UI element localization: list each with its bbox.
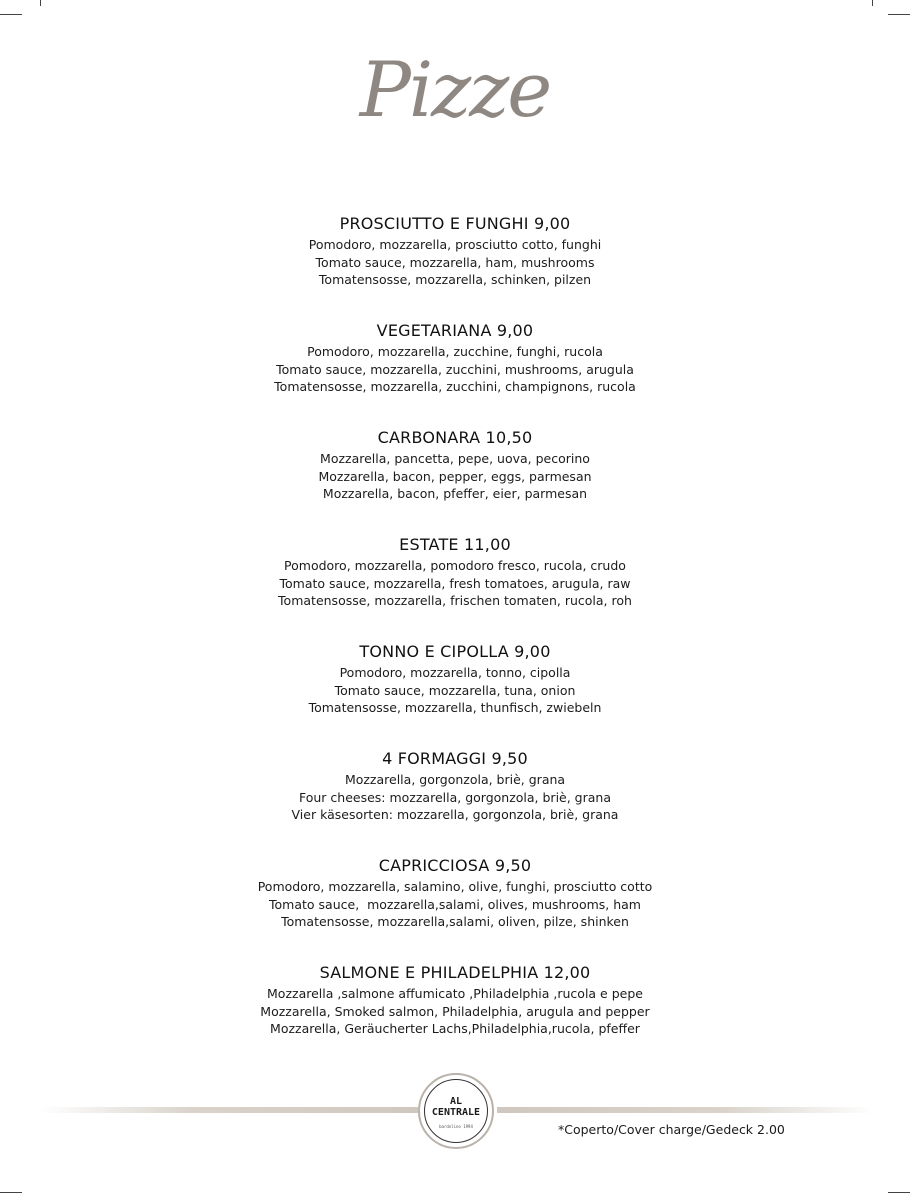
menu-item-description-de: Vier käsesorten: mozzarella, gorgonzola, briè, grana (291, 807, 619, 823)
menu-item-description-it: Pomodoro, mozzarella, prosciutto cotto, funghi (308, 237, 602, 252)
menu-item-title: CARBONARA 10,50 (377, 428, 533, 447)
menu-item-description-it: Pomodoro, mozzarella, salamino, olive, funghi, prosciutto cotto (257, 879, 653, 894)
menu-item (0, 854, 910, 961)
menu-item-description-it: Mozzarella ,salmone affumicato ,Philadelphia ,rucola e pepe (267, 986, 643, 1001)
crop-mark-top-right-vertical (872, 0, 873, 6)
menu-item-description-en: Tomato sauce, mozzarella, zucchini, mushrooms, arugula (276, 361, 634, 377)
menu-item-description-en: Mozzarella, Smoked salmon, Philadelphia, arugula and pepper (260, 1003, 650, 1019)
menu-item-title: TONNO E CIPOLLA 9,00 (359, 642, 551, 661)
logo-text-al: AL (449, 1096, 463, 1107)
menu-item-description-de: Tomatensosse, mozzarella,salami, oliven, pilze, shinken (281, 914, 629, 930)
crop-mark-top-left (0, 14, 22, 15)
footer-divider-left (40, 1107, 418, 1113)
menu-item-title: PROSCIUTTO E FUNGHI 9,00 (339, 214, 571, 233)
menu-item-description-en: Tomato sauce, mozzarella, tuna, onion (334, 682, 576, 698)
menu-item-title: CAPRICCIOSA 9,50 (378, 856, 532, 875)
crop-mark-top-right (888, 14, 910, 15)
crop-mark-top-left-vertical (40, 0, 41, 6)
menu-item-description-de: Tomatensosse, mozzarella, zucchini, champignons, rucola (274, 379, 636, 395)
menu-item-description-en: Mozzarella, bacon, pepper, eggs, parmesan (318, 468, 592, 484)
menu-item (0, 426, 910, 533)
restaurant-logo-inner-ring (424, 1079, 488, 1143)
menu-item-title: ESTATE 11,00 (399, 535, 511, 554)
menu-item (0, 319, 910, 426)
menu-item (0, 747, 910, 854)
menu-item-description-de: Tomatensosse, mozzarella, frischen tomaten, rucola, roh (278, 593, 632, 609)
menu-item-title: SALMONE E PHILADELPHIA 12,00 (319, 963, 591, 982)
restaurant-logo (418, 1073, 494, 1149)
menu-item-description-en: Tomato sauce, mozzarella, fresh tomatoes, arugula, raw (279, 575, 631, 591)
menu-item-description-en: Tomato sauce, mozzarella,salami, olives, mushrooms, ham (269, 896, 641, 912)
menu-item-description-de: Mozzarella, Geräucherter Lachs,Philadelphia,rucola, pfeffer (270, 1021, 640, 1037)
logo-text-centrale: CENTRALE (431, 1107, 481, 1118)
menu-item-description-de: Tomatensosse, mozzarella, thunfisch, zwiebeln (308, 700, 602, 716)
menu-item-description-en: Four cheeses: mozzarella, gorgonzola, briè, grana (298, 789, 611, 805)
menu-item-description-it: Mozzarella, pancetta, pepe, uova, pecorino (320, 451, 590, 466)
menu-item-description-en: Tomato sauce, mozzarella, ham, mushrooms (315, 254, 595, 270)
footer-divider-right (497, 1107, 875, 1113)
logo-text-small: bardolino 1994 (439, 1124, 473, 1129)
menu-item (0, 212, 910, 319)
crop-mark-bottom-left (0, 1192, 22, 1193)
page-title: Pizze (359, 45, 551, 134)
menu-item (0, 961, 910, 1068)
menu-item-title: 4 FORMAGGI 9,50 (382, 749, 528, 768)
menu-item-description-de: Tomatensosse, mozzarella, schinken, pilzen (318, 272, 592, 288)
menu-item-title: VEGETARIANA 9,00 (376, 321, 534, 340)
menu-item-description-it: Pomodoro, mozzarella, zucchine, funghi, rucola (307, 344, 603, 359)
menu-item-description-it: Mozzarella, gorgonzola, briè, grana (344, 772, 566, 787)
menu-item (0, 533, 910, 640)
menu-list (0, 212, 910, 1068)
menu-item-description-it: Pomodoro, mozzarella, pomodoro fresco, rucola, crudo (284, 558, 626, 573)
crop-mark-bottom-right (888, 1192, 910, 1193)
cover-charge-note: *Coperto/Cover charge/Gedeck 2.00 (558, 1122, 785, 1137)
menu-item-description-it: Pomodoro, mozzarella, tonno, cipolla (339, 665, 571, 680)
menu-item (0, 640, 910, 747)
menu-item-description-de: Mozzarella, bacon, pfeffer, eier, parmesan (322, 486, 588, 502)
